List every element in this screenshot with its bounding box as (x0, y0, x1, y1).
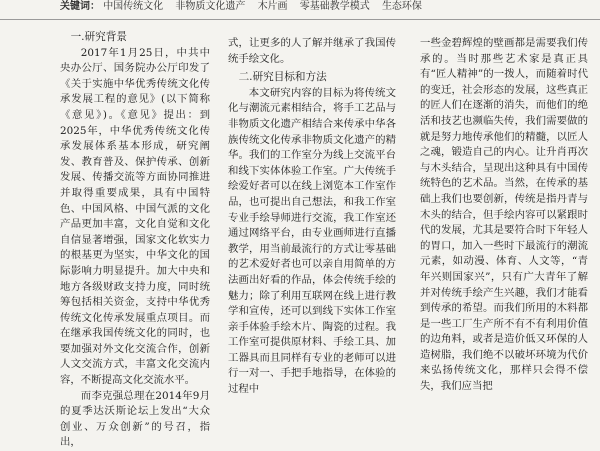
section-heading-background: 一.研究背景 (70, 31, 127, 43)
paragraph: 2017年1月25日，中共中央办公厅、国务院办公厅印发了《关于实施中华优秀传统文化传承发展工程的意见》(以下简称《意见》)。《意见》提出：到2025年，中华优秀传统文化传承发展体系基本形成，研究阐发、教育普及、保护传承、创新发展、传播交流等方面协同推进并取得重要成果，具有中国特色、中国风格、中国气派的文化产品更加丰富，文化自觉和文化自信显著增强，国家文化软实力的根基更为坚实，中华文化的国际影响力明显提升。加大中央和地方各级财政支持力度，同时统筹包括相关资金，支持中华优秀传统文化传承发展重点项目。而在继承我国传统文化的同时，也要加强对外文化交流合作，创新人文交流方式，丰富文化交流内容，不断提高文化交流水平。 (60, 46, 210, 387)
paragraph-continuation: 一些金碧辉煌的壁画都是需要我们传承的。当时那些艺术家是真正具有“匠人精神”的一拨人，而随着时代的变迁，社会形态的发展，这些真正的匠人们在逐渐的消失，而他们的绝活和技艺也濒临失传，我们需要做的就是努力地传承他们的精髓，以匠人之魂，锻造自己的内心。让升肖再次与木头结合，呈现出这种具有中国传统特色的艺术品。当然，在传承的基础上我们也要创新，传统是指丹青与木头的结合，但手绘内容可以紧跟时代的发展，尤其是要符合时下年轻人的胃口，加入一些时下最流行的潮流元素，如动漫、体育、人文等，“青年兴则国家兴”，只有广大青年了解并对传统手绘产生兴趣，我们才能看到传承的希望。而我们所用的木料都是一些工厂生产所不有不有利用价值的边角料，或者是造价低又环保的人造树脂，我们绝不以破坏环境为代价来弘扬传统文化，那样只会得不偿失，我们应当把 (420, 37, 588, 393)
keyword-item: 木片画 (257, 1, 288, 12)
text-column-3 (420, 36, 588, 408)
text-column-2 (228, 36, 396, 408)
paragraph: 而李克强总理在2014年9月的夏季达沃斯论坛上发出“大众创业、万众创新”的号召，指出， (60, 389, 210, 449)
keywords-bar (0, 0, 600, 20)
paragraph-continuation: 式，让更多的人了解并继承了我国传统手绘文化。 (228, 37, 396, 65)
keyword-item: 生态环保 (381, 1, 422, 12)
section-heading-goals: 二.研究目标和方法 (238, 71, 327, 84)
keywords-label: 关键词： (60, 1, 100, 12)
text-column-1 (60, 30, 210, 449)
keyword-item: 非物质文化遗产 (175, 1, 246, 12)
paragraph: 本文研究内容的目标为将传统文化与潮流元素相结合，将手工艺品与非物质文化遗产相结合来传承中华各族传统文化传承非物质文化遗产的精华。我们的工作室分为线上交流平台和线下实体体验工作室。广大传统手绘爱好者可以在线上浏览本工作室作品，也可提出自己想法，和我工作室专业手绘导师进行交流，我工作室还通过网络平台，由专业画师进行直播教学，用当前最流行的方式让零基础的艺术爱好者也可以亲自用简单的方法画出好看的作品，体会传统手绘的魅力；除了利用互联网在线上进行教学和宣传，还可以到线下实体工作室亲手体验手绘木片、陶瓷的过程。我工作室可提供原材料、手绘工具、加工器具而且同样有专业的老师可以进行一对一、手把手地指导，在体验的过程中 (228, 86, 396, 396)
keyword-item: 中国传统文化 (103, 1, 164, 12)
keyword-item: 零基础教学模式 (299, 1, 370, 12)
